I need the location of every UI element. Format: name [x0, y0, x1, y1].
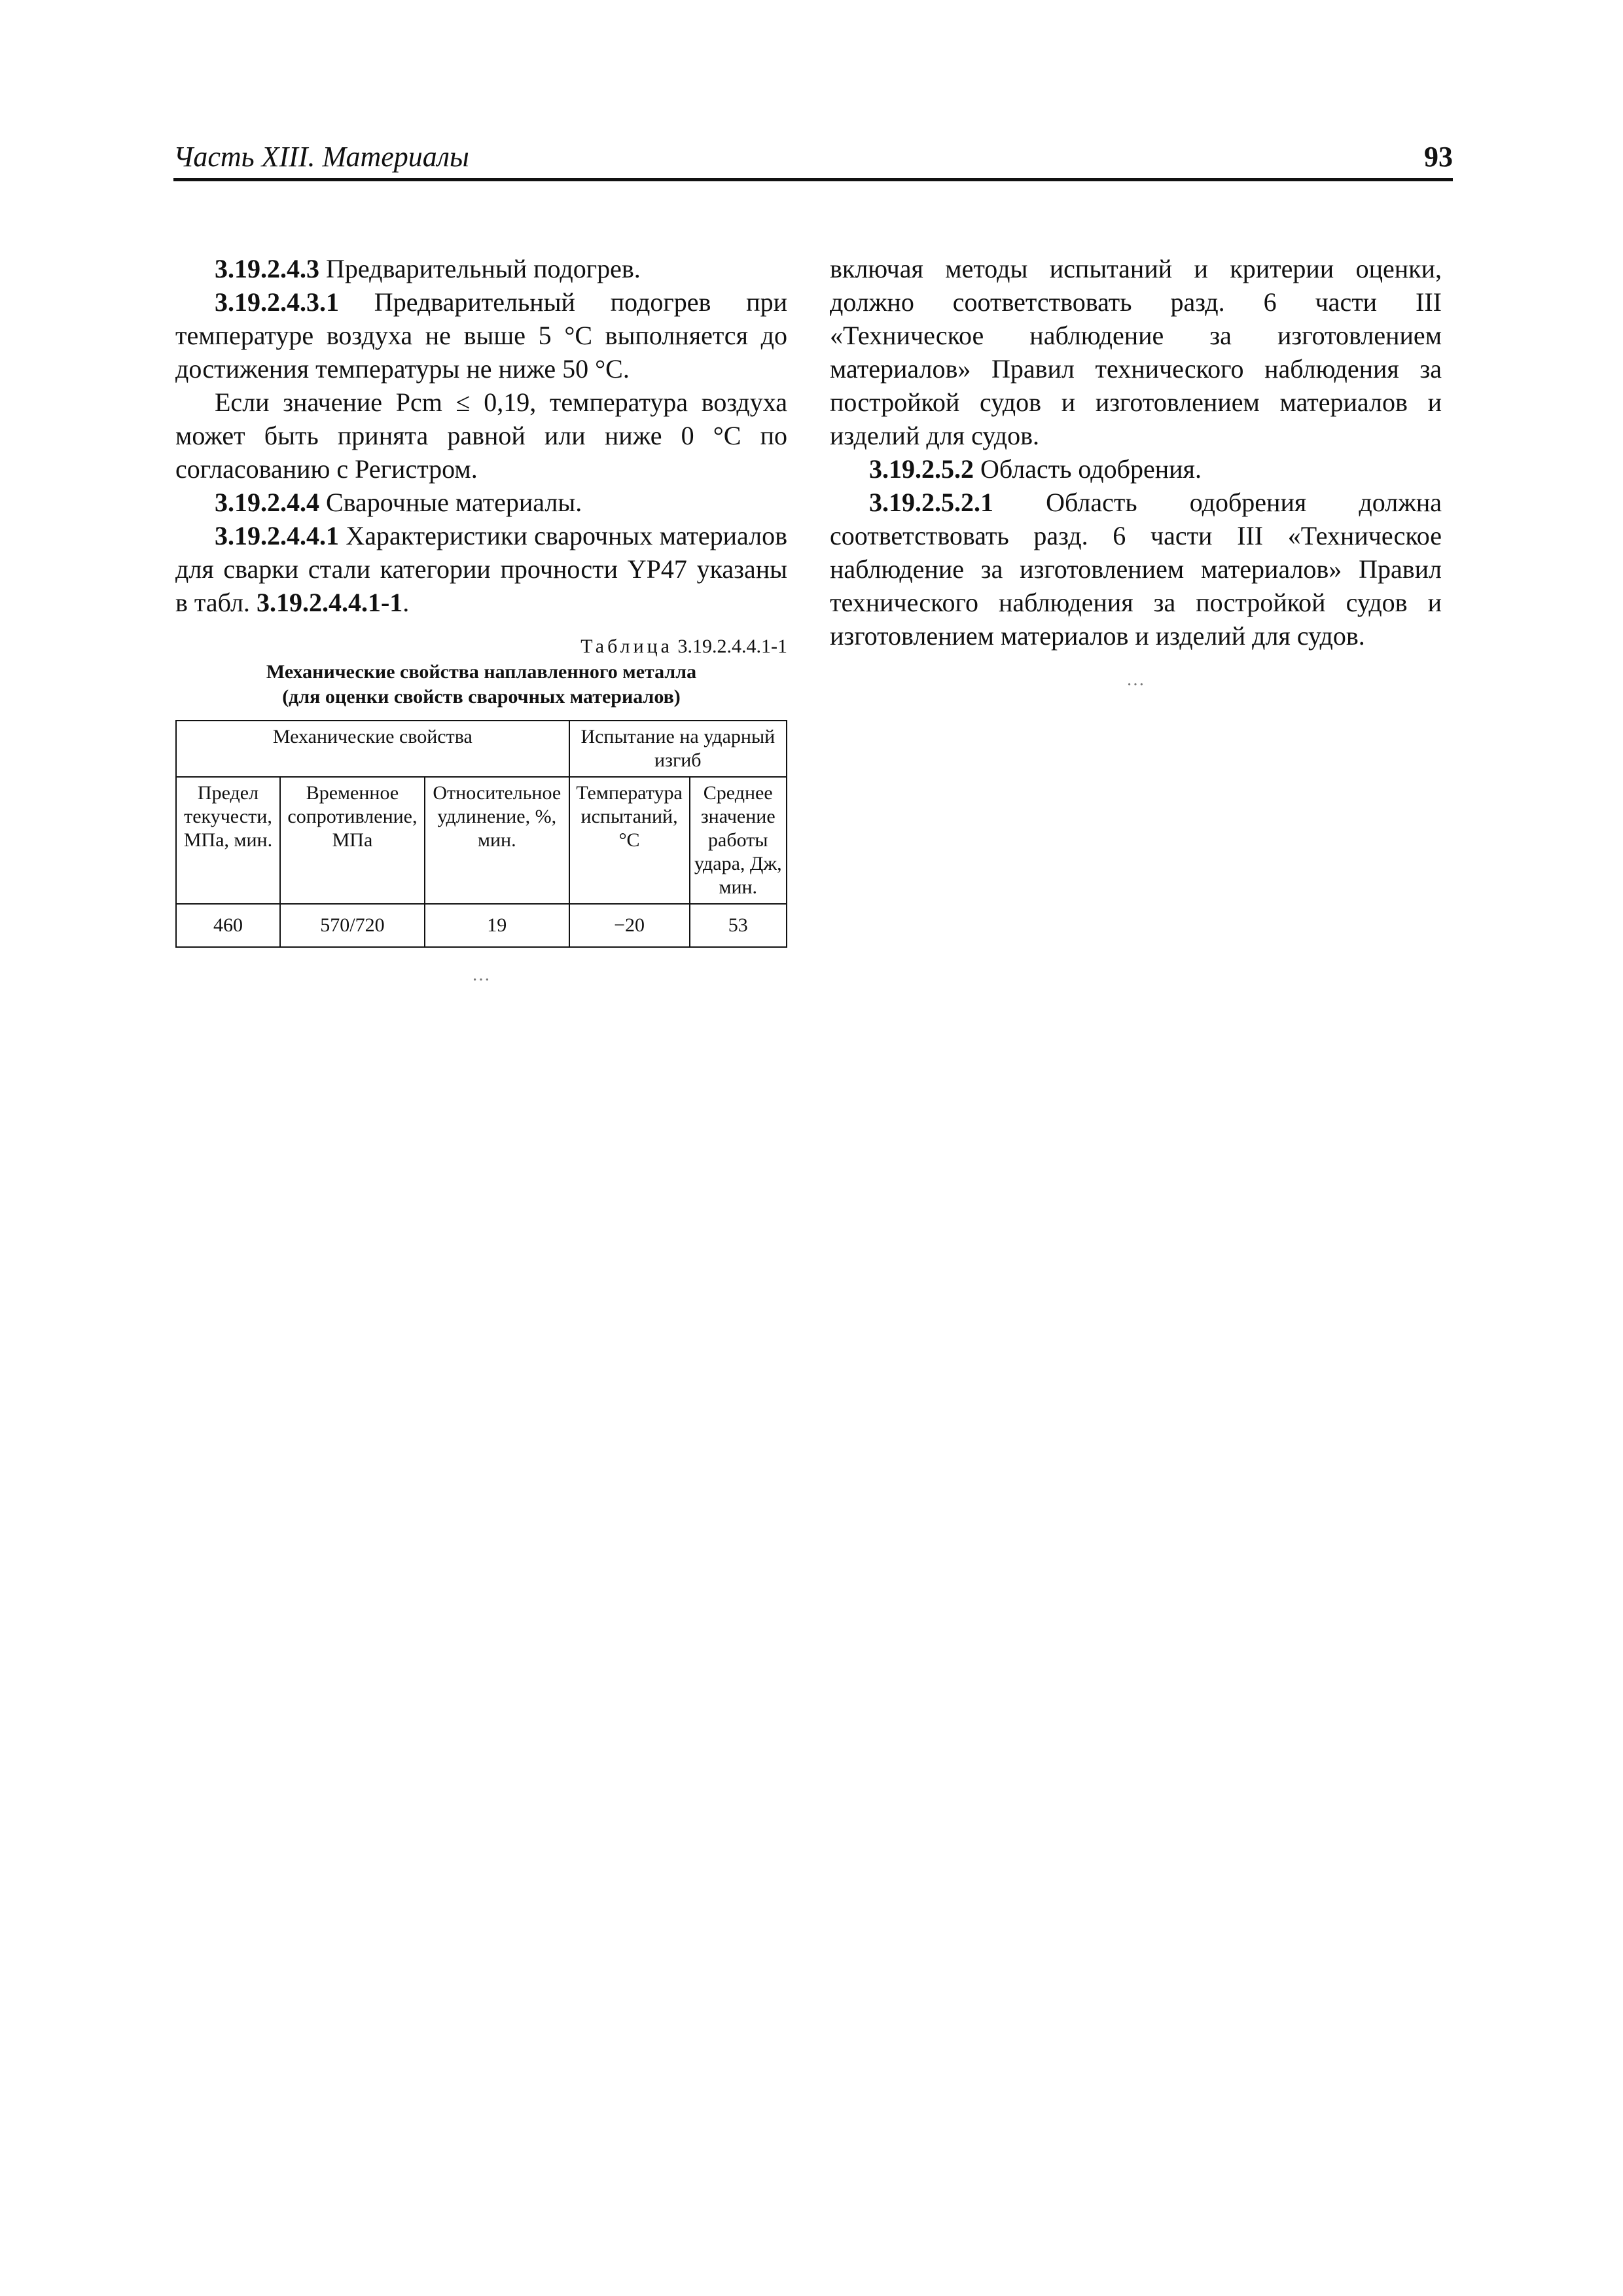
table-reference: 3.19.2.4.4.1-1 — [256, 588, 403, 617]
clause-number: 3.19.2.4.4 — [215, 488, 319, 517]
clause-number: 3.19.2.5.2.1 — [869, 488, 993, 517]
table-cell: 53 — [690, 904, 787, 947]
table-column-header: Предел текучести, МПа, мин. — [176, 777, 280, 904]
clause-text: Предварительный подогрев при температуре воздуха не выше 5 °C выполняется до достижения температуры не ниже 50 °C. — [175, 287, 787, 384]
left-column — [175, 252, 787, 987]
running-header — [173, 136, 1453, 181]
paragraph: Если значение Pcm ≤ 0,19, температура воздуха может быть принята равной или ниже 0 °C по согласованию с Регистром. — [175, 387, 787, 484]
clause-text: Область одобрения должна соответствовать разд. 6 части III «Техническое наблюдение за изготовлением материалов» Правил технического наблюдения за постройкой судов и изготовлением материалов и изделий для судов. — [830, 488, 1442, 651]
table-title: Механические свойства наплавленного металла — [266, 661, 697, 683]
table-cell: 460 — [176, 904, 280, 947]
table-header-row — [176, 777, 787, 904]
table-subtitle: (для оценки свойств сварочных материалов) — [282, 686, 681, 708]
table-caption — [175, 634, 787, 660]
paragraph: включая методы испытаний и критерии оценки, должно соответствовать разд. 6 части III «Техническое наблюдение за изготовлением материалов» Правил технического наблюдения за постройкой судов и изготовлением материалов и изделий для судов. — [830, 254, 1442, 450]
table-cell: 570/720 — [280, 904, 425, 947]
clause-text: Характеристики сварочных материалов для сварки стали категории прочности YP47 указаны в табл. — [175, 521, 787, 617]
clause-text: Область одобрения. — [974, 454, 1202, 484]
table-row — [176, 904, 787, 947]
right-column — [830, 252, 1442, 692]
table-group-header: Механические свойства — [176, 721, 569, 777]
clause-number: 3.19.2.5.2 — [869, 454, 974, 484]
paragraph — [175, 519, 787, 619]
weld-metal-properties-table — [175, 720, 787, 948]
clause-text: Сварочные материалы. — [319, 488, 582, 517]
table-caption-word: Таблица — [580, 636, 673, 657]
table-column-header: Среднее значение работы удара, Дж, мин. — [690, 777, 787, 904]
clause-text: Предварительный подогрев. — [319, 254, 641, 283]
paragraph — [830, 486, 1442, 653]
paragraph — [175, 486, 787, 519]
clause-number: 3.19.2.4.4.1 — [215, 521, 339, 550]
paragraph — [830, 452, 1442, 486]
table-column-header: Температура испытаний, °C — [569, 777, 690, 904]
continuation-marker: … — [1128, 670, 1144, 690]
page-number: 93 — [1424, 141, 1453, 173]
table-group-header: Испытание на ударный изгиб — [569, 721, 787, 777]
clause-text-tail: . — [402, 588, 410, 617]
clause-number: 3.19.2.4.3.1 — [215, 287, 339, 317]
table-column-header: Относительное удлинение, %, мин. — [425, 777, 569, 904]
clause-number: 3.19.2.4.3 — [215, 254, 319, 283]
continuation-marker: … — [473, 965, 490, 985]
header-title: Часть XIII. Материалы — [173, 141, 469, 173]
table-group-header-row — [176, 721, 787, 777]
table-column-header: Временное сопротивление, МПа — [280, 777, 425, 904]
table-caption-number: 3.19.2.4.4.1-1 — [673, 636, 787, 657]
paragraph — [175, 252, 787, 285]
table-cell: −20 — [569, 904, 690, 947]
table-cell: 19 — [425, 904, 569, 947]
paragraph — [175, 285, 787, 386]
